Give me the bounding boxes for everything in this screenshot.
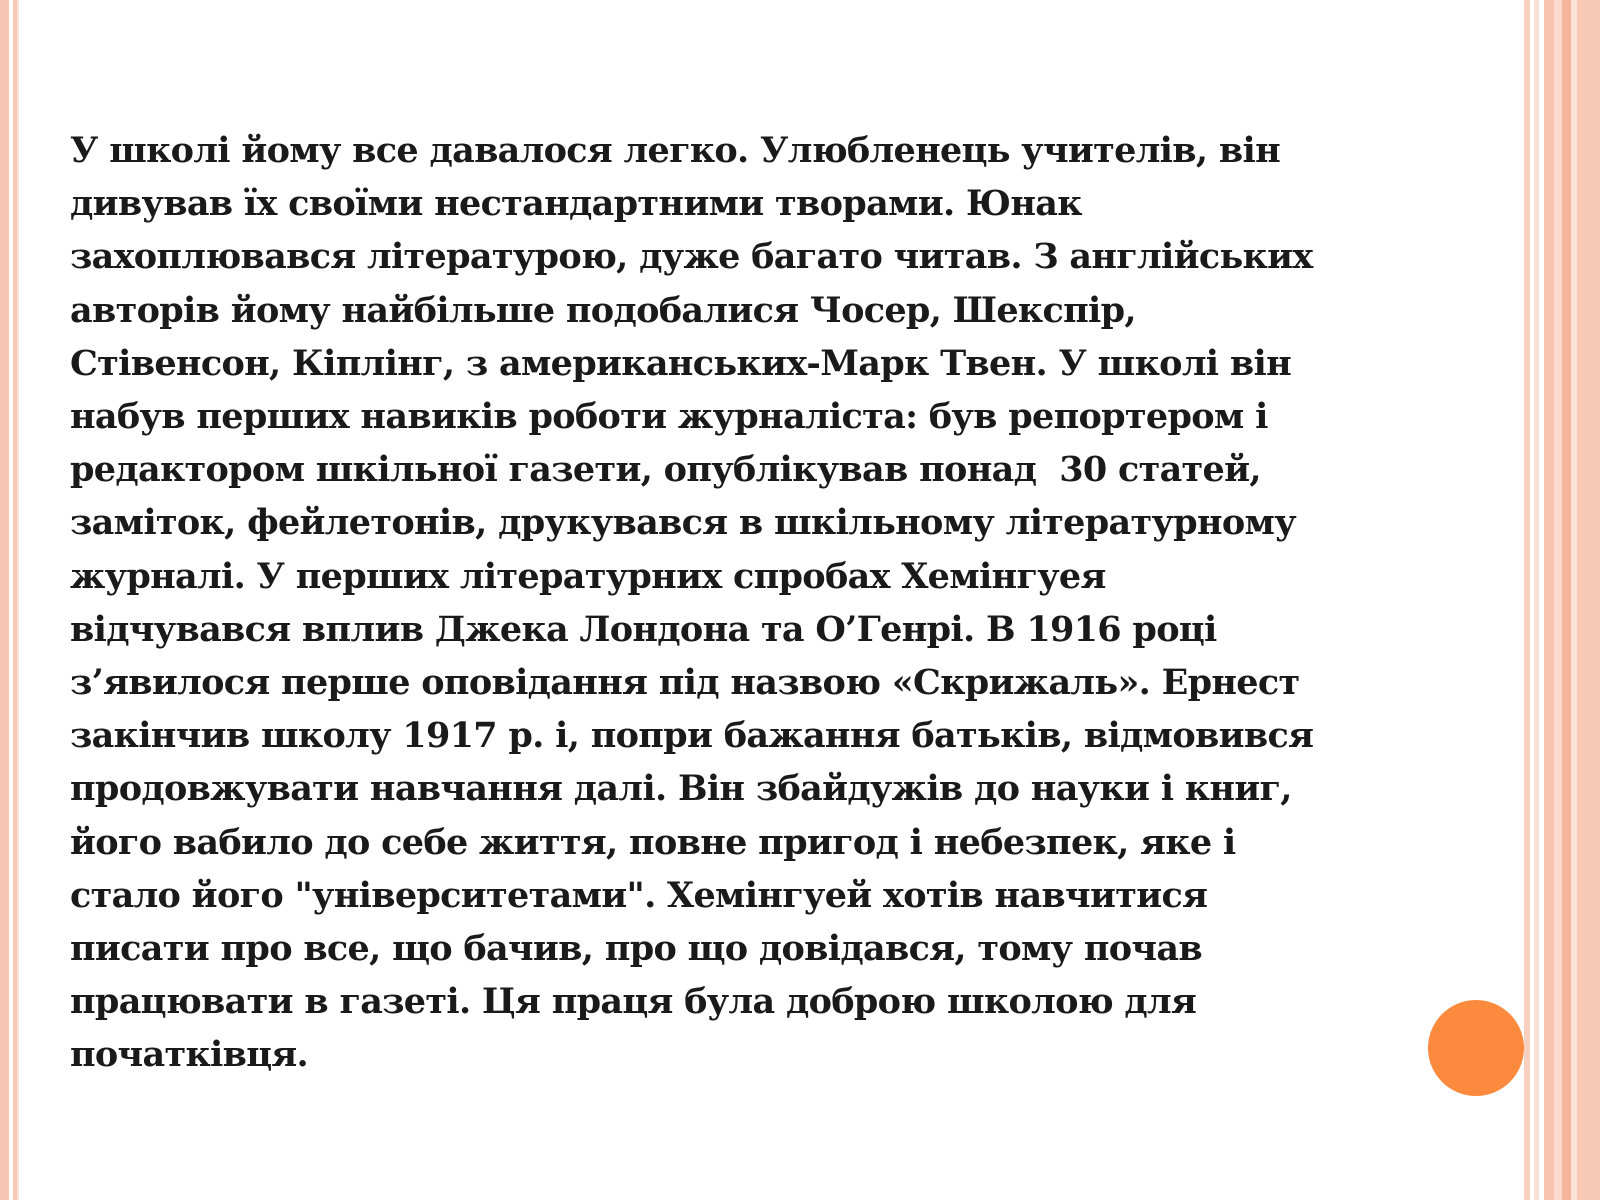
body-line: стало його "університетами". Хемінгуей хотів навчитися xyxy=(70,874,1208,916)
body-line: писати про все, що бачив, про що довідався, тому почав xyxy=(70,928,1202,970)
orange-circle-accent xyxy=(1428,1000,1524,1096)
body-line: продовжувати навчання далі. Він збайдужів до науки і книг, xyxy=(70,768,1292,810)
body-line: журналі. У перших літературних спробах Хемінгуея xyxy=(70,555,1106,597)
body-line: Стівенсон, Кіплінг, з американських-Марк Твен. У школі він xyxy=(70,342,1292,384)
body-line: з’явилося перше оповідання під назвою «Скрижаль». Ернест xyxy=(70,662,1300,704)
body-line: початківця. xyxy=(70,1034,309,1076)
left-border-stripe xyxy=(0,0,9,1200)
body-line: редактором шкільної газети, опублікував понад 30 статей, xyxy=(70,449,1261,491)
body-line: дивував їх своїми нестандартними творами. Юнак xyxy=(70,183,1082,225)
body-line: його вабило до себе життя, повне пригод і небезпек, яке і xyxy=(70,821,1236,863)
body-line: закінчив школу 1917 р. і, попри бажання батьків, відмовився xyxy=(70,715,1314,757)
body-line: У школі йому все давалося легко. Улюбленець учителів, він xyxy=(70,130,1281,171)
body-line: заміток, фейлетонів, друкувався в шкільному літературному xyxy=(70,502,1296,544)
body-line: авторів йому найбільше подобалися Чосер, Шекспір, xyxy=(70,289,1136,331)
right-border-stripe xyxy=(1544,0,1554,1200)
body-line: працювати в газеті. Ця праця була доброю школою для xyxy=(70,981,1197,1023)
body-line: відчувався вплив Джека Лондона та О’Генрі. В 1916 році xyxy=(70,608,1217,650)
right-border-stripe xyxy=(1534,0,1539,1200)
right-border-stripe xyxy=(1562,0,1571,1200)
slide-body-text xyxy=(70,124,1510,1082)
right-border-stripe xyxy=(1524,0,1530,1200)
right-border-stripe xyxy=(1577,0,1600,1200)
body-line: захоплювався літературою, дуже багато читав. З англійських xyxy=(70,236,1313,278)
body-line: набув перших навиків роботи журналіста: був репортером і xyxy=(70,396,1268,438)
left-border-stripe xyxy=(17,0,19,1200)
right-border-stripe xyxy=(1554,0,1562,1200)
